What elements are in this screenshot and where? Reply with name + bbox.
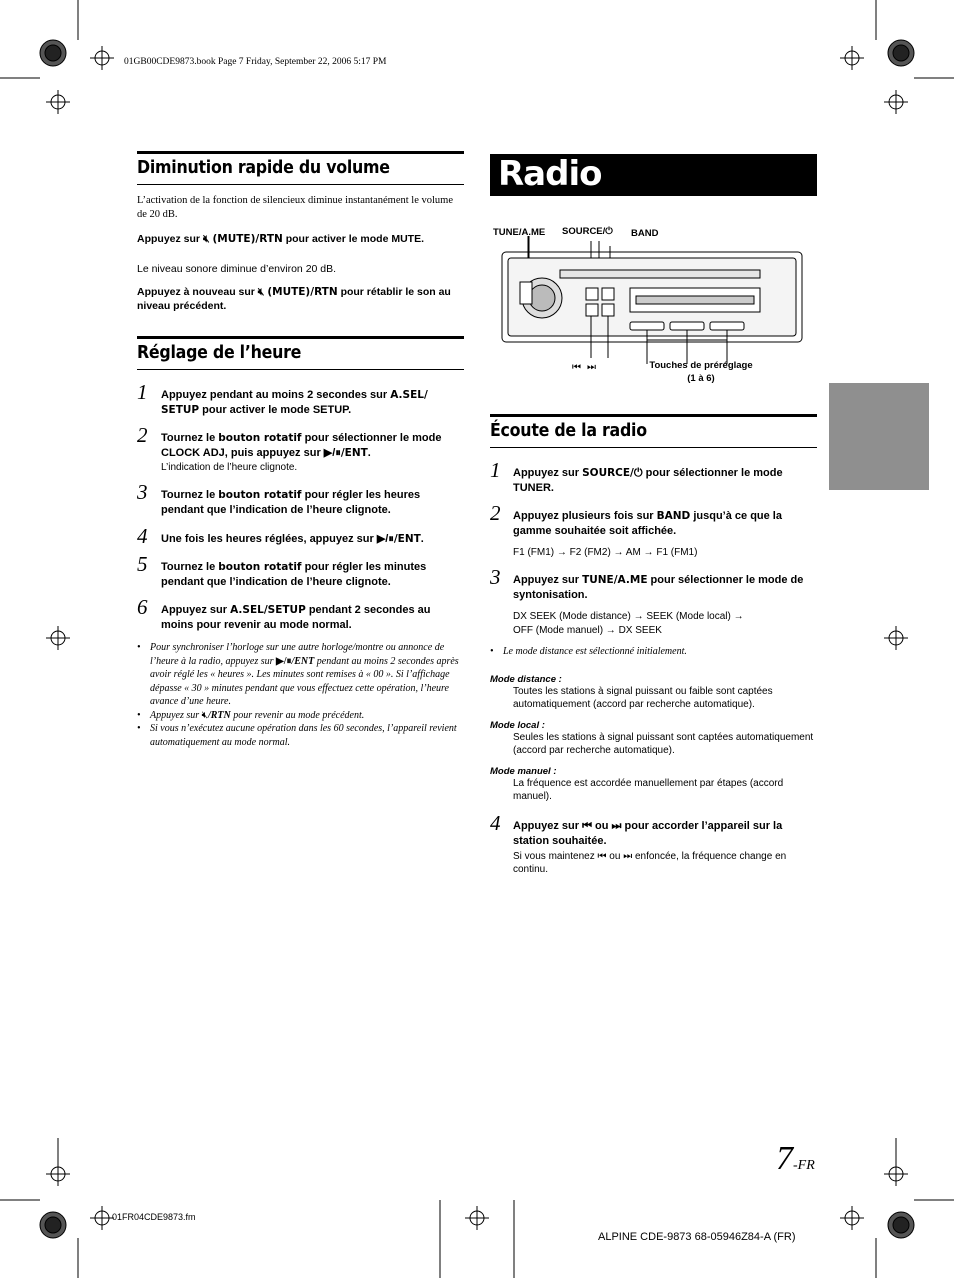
label-tune: TUNE/A.ME (493, 227, 546, 238)
step-number: 1 (490, 458, 501, 482)
page-suffix: -FR (793, 1158, 815, 1173)
text: Appuyez sur (513, 820, 583, 832)
note-item: • Pour synchroniser l’horloge sur une autre horloge/montre ou annonce de l’heure à la radio, appuyez sur ▶/⏸/ENT pendant au moins 2 secondes après avoir réglé les « heures ». Les minutes sont remises à « 00 ». Si l’affichage dépasse « 30 » minutes pendant que vous effectuez cette opération, l’heure avance d’une heure. (137, 642, 459, 707)
mode-title: Mode manuel : (490, 766, 557, 777)
text: pour activer le mode SETUP. (199, 404, 352, 416)
seek-forward-icon: ⏭ (623, 851, 633, 862)
step-number: 4 (137, 524, 148, 548)
step-text (161, 431, 461, 461)
page-num: 7 (776, 1140, 793, 1177)
key-label: A.SEL/ SETUP (161, 389, 428, 416)
section-header-listening (490, 414, 817, 448)
text: pendant au moins 2 secondes après avoir réglé les « heures ». Les minutes sont remises à « 00 ». Si l’affichage dépasse « 30 » minutes pendant que vous effectuez cette opération, l’heure avance d’une heure. (150, 655, 459, 707)
play-pause-icon: ▶/⏸ (276, 655, 292, 667)
step-text (513, 509, 815, 539)
text: pour sélectionner le mode de syntonisation. (513, 574, 804, 601)
footer-file: 01FR04CDE9873.fm (112, 1212, 196, 1222)
step-number: 2 (137, 423, 148, 447)
note-list (137, 641, 462, 749)
key-label: BAND (656, 510, 691, 522)
power-icon: ⏻ (633, 467, 643, 479)
section-title: Diminution rapide du volume (137, 157, 390, 178)
note-item: • Le mode distance est sélectionné initialement. (490, 646, 687, 657)
note-item: • Appuyez sur 🔇︎/RTN pour revenir au mode précédent. (137, 709, 365, 721)
text: pour revenir au mode précédent. (230, 709, 365, 721)
key-label: /ENT (340, 447, 368, 459)
text: Touches de préréglage (649, 360, 753, 371)
mode-text: Seules les stations à signal puissant sont captées automatiquement (accord par recherche automatique). (513, 732, 814, 756)
step-text (513, 819, 815, 849)
key-label: bouton rotatif (218, 561, 302, 573)
text: Appuyez sur (150, 709, 202, 721)
intro-text: L’activation de la fonction de silencieux diminue instantanément le volume de 20 dB. (137, 195, 453, 220)
step-number: 5 (137, 552, 148, 576)
text: Appuyez sur (161, 604, 231, 616)
text: OFF (Mode manuel) → DX SEEK (513, 625, 662, 636)
mode-text: La fréquence est accordée manuellement par étapes (accord manuel). (513, 778, 784, 802)
text: pour régler les minutes pendant que l’indication de l’heure clignote. (161, 561, 427, 588)
text: pendant 2 secondes au moins pour revenir au mode normal. (161, 604, 431, 631)
text: DX SEEK (Mode distance) → SEEK (Mode local) → (513, 611, 744, 622)
key-label: /ENT (393, 533, 421, 545)
step-text (513, 573, 815, 603)
power-icon: ⏻ (605, 226, 613, 237)
section-header-clock (137, 336, 464, 370)
text: Appuyez sur (513, 574, 583, 586)
text: Si vous maintenez (513, 851, 598, 862)
text: Tournez le (161, 489, 219, 501)
key-label: bouton rotatif (218, 432, 302, 444)
banner-title: Radio (498, 154, 602, 194)
unmute-instruction (137, 285, 462, 313)
text: Le mode distance est sélectionné initialement. (503, 646, 687, 657)
section-title: Réglage de l’heure (137, 342, 302, 363)
seek-icons (572, 362, 596, 373)
text: Tournez le (161, 561, 219, 573)
seek-forward-icon: ⏭ (611, 820, 622, 832)
section-header-volume (137, 151, 464, 185)
text: pour sélectionner le mode TUNER. (513, 467, 783, 494)
side-tab (829, 383, 929, 490)
seek-back-icon: ⏮ (597, 851, 607, 862)
text: SOURCE/ (562, 226, 606, 237)
label-presets (642, 359, 760, 385)
text: Appuyez sur (513, 467, 583, 479)
label-band: BAND (631, 228, 659, 239)
mode-text: Toutes les stations à signal puissant ou faible sont captées automatiquement (accord par recherche automatique). (513, 686, 773, 710)
text: pour activer le mode MUTE. (285, 233, 424, 245)
text: (1 à 6) (687, 373, 715, 384)
mute-icon: 🔇︎ (201, 709, 208, 721)
key-label: SOURCE/ (582, 467, 634, 479)
step-number: 1 (137, 380, 148, 404)
key-label: /ENT (291, 655, 315, 667)
step-text (161, 532, 461, 547)
step-text (161, 560, 461, 590)
note-item: • Si vous n’exécutez aucune opération dans les 60 secondes, l’appareil revient automatiquement au mode normal. (137, 723, 457, 748)
key-label: /RTN (207, 709, 231, 721)
text: Appuyez à nouveau sur (137, 286, 255, 298)
step-number: 2 (490, 501, 501, 525)
key-label: bouton rotatif (218, 489, 302, 501)
step-text (161, 603, 461, 633)
text: . (420, 533, 424, 545)
text: . (367, 447, 371, 459)
text: pour rétablir le son au niveau précédent. (137, 286, 451, 312)
text: Appuyez plusieurs fois sur (513, 510, 657, 522)
key-label: (MUTE)/RTN (212, 233, 283, 245)
text: Si vous n’exécutez aucune opération dans les 60 secondes, l’appareil revient automatiquement au mode normal. (150, 723, 457, 748)
step-text (161, 388, 461, 418)
band-sequence: F1 (FM1) → F2 (FM2) → AM → F1 (FM1) (513, 547, 698, 558)
text: enfoncée, la fréquence change en continu. (513, 851, 787, 875)
seek-forward-icon: ⏭ (587, 362, 596, 373)
step-text (513, 466, 815, 496)
text: Tournez le (161, 432, 219, 444)
key-label: (MUTE)/RTN (267, 286, 338, 298)
play-pause-icon: ▶/⏸ (376, 533, 394, 545)
text: ou (591, 820, 612, 832)
text: Pour synchroniser l’horloge sur une autre horloge/montre ou annonce de l’heure à la radio, appuyez sur (150, 642, 445, 667)
text: pour accorder l’appareil sur la station souhaitée. (513, 820, 783, 847)
step-number: 3 (137, 480, 148, 504)
step-text (161, 488, 461, 518)
key-label: A.SEL/SETUP (230, 604, 306, 616)
page-number (776, 1140, 815, 1178)
mode-sequence (513, 610, 815, 638)
mode-title: Mode distance : (490, 674, 562, 685)
footer-model: ALPINE CDE-9873 68-05946Z84-A (FR) (598, 1231, 796, 1243)
seek-back-icon: ⏮ (572, 362, 581, 373)
mode-definitions (490, 673, 815, 803)
step-sub (513, 850, 815, 876)
text: pour régler les heures pendant que l’indication de l’heure clignote. (161, 489, 421, 516)
mute-icon: 🔇︎ (257, 286, 265, 298)
text: Appuyez sur (137, 233, 201, 245)
text: Une fois les heures réglées, appuyez sur (161, 533, 377, 545)
text: pour sélectionner le mode CLOCK ADJ, puis appuyez sur (161, 432, 442, 459)
header-meta: 01GB00CDE9873.book Page 7 Friday, September 22, 2006 5:17 PM (124, 57, 387, 67)
step-sub: L’indication de l’heure clignote. (161, 462, 298, 473)
step-number: 3 (490, 565, 501, 589)
text: ou (606, 851, 624, 862)
step-number: 6 (137, 595, 148, 619)
mute-sub: Le niveau sonore diminue d’environ 20 dB. (137, 263, 337, 275)
play-pause-icon: ▶/⏸ (323, 447, 341, 459)
radio-banner (490, 154, 817, 196)
mute-icon: 🔇︎ (202, 233, 210, 245)
key-label: TUNE/A.ME (582, 574, 648, 586)
mode-title: Mode local : (490, 720, 545, 731)
step-number: 4 (490, 811, 501, 835)
mute-instruction (137, 232, 462, 246)
text: jusqu’à ce que la gamme souhaitée soit affichée. (513, 510, 782, 537)
section-title: Écoute de la radio (490, 420, 647, 441)
text: Appuyez pendant au moins 2 secondes sur (161, 389, 391, 401)
seek-back-icon: ⏮ (582, 820, 592, 832)
